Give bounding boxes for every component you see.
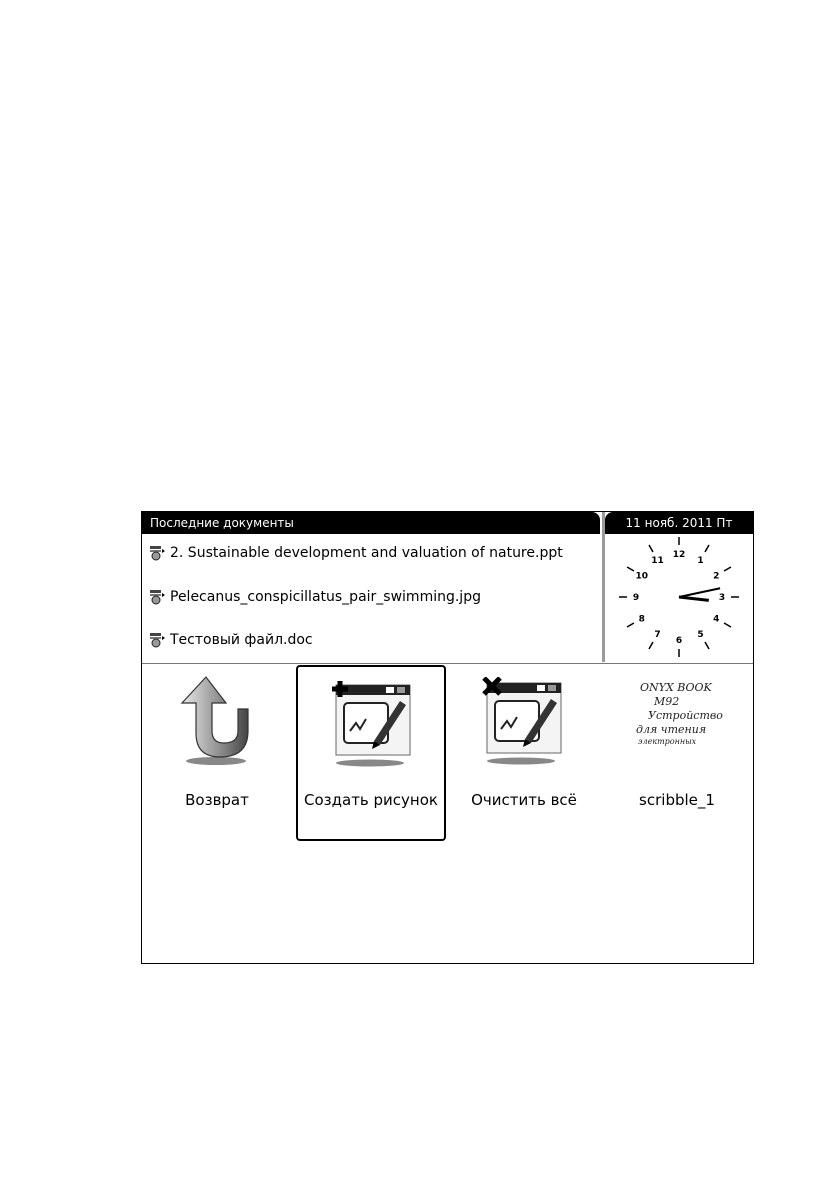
- clock-number: 3: [718, 593, 726, 603]
- top-panel: [142, 512, 753, 664]
- tile-label: scribble_1: [639, 791, 715, 809]
- recent-documents-panel: [142, 512, 600, 662]
- clock-number: 12: [672, 550, 686, 560]
- create-drawing-tile[interactable]: [296, 665, 446, 841]
- clock-tick: [724, 567, 731, 571]
- recent-doc-name: Pelecanus_conspicillatus_pair_swimming.jpg: [170, 589, 481, 605]
- recent-doc-item[interactable]: [148, 587, 481, 607]
- hour-hand: [679, 597, 709, 600]
- clock-number: 5: [697, 630, 704, 641]
- clock-tick: [705, 545, 709, 552]
- home-screen: [141, 511, 754, 964]
- clock-number: 10: [635, 571, 649, 582]
- document-icon: [148, 631, 166, 649]
- return-arrow-icon: [178, 673, 258, 773]
- document-icon: [148, 588, 166, 606]
- clock-tick: [649, 642, 653, 649]
- tile-label: Создать рисунок: [304, 791, 438, 809]
- clock-number: 11: [651, 555, 664, 566]
- handwriting-line: Устройство: [648, 709, 723, 722]
- recent-doc-item[interactable]: [148, 543, 563, 563]
- date-label: 11 нояб. 2011 Пт: [605, 512, 753, 534]
- tile-label: Возврат: [185, 791, 249, 809]
- clock-tick: [724, 623, 731, 627]
- clock-tick: [627, 623, 634, 627]
- clock-number: 1: [697, 555, 704, 566]
- minute-hand: [679, 588, 720, 597]
- clock-tick: [627, 567, 634, 571]
- recent-doc-name: 2. Sustainable development and valuation of nature.ppt: [170, 545, 563, 561]
- clock-number: 9: [632, 593, 640, 603]
- clock-number: 4: [713, 614, 720, 625]
- clock-tick: [705, 642, 709, 649]
- recent-doc-name: Тестовый файл.doc: [170, 632, 313, 648]
- clock-number: 8: [638, 614, 645, 625]
- handwriting-line: для чтения: [636, 723, 707, 736]
- handwriting-line: электронных: [638, 737, 697, 746]
- create-drawing-icon: [330, 679, 414, 769]
- clear-all-icon: [481, 677, 565, 767]
- document-icon: [148, 544, 166, 562]
- scribble-tile[interactable]: [602, 665, 752, 841]
- scribble-thumbnail: [634, 681, 734, 761]
- recent-documents-title: Последние документы: [142, 512, 600, 534]
- return-tile[interactable]: [142, 665, 292, 841]
- clock-tick: [649, 545, 653, 552]
- clock-number: 6: [675, 636, 683, 646]
- tile-label: Очистить всё: [471, 791, 577, 809]
- clock-number: 2: [713, 571, 720, 582]
- analog-clock: [605, 534, 753, 660]
- handwriting-line: M92: [654, 695, 680, 708]
- clock-panel: [602, 512, 753, 662]
- clock-number: 7: [654, 630, 661, 641]
- clear-all-tile[interactable]: [449, 665, 599, 841]
- recent-doc-item[interactable]: [148, 630, 313, 650]
- handwriting-line: ONYX BOOK: [640, 681, 712, 694]
